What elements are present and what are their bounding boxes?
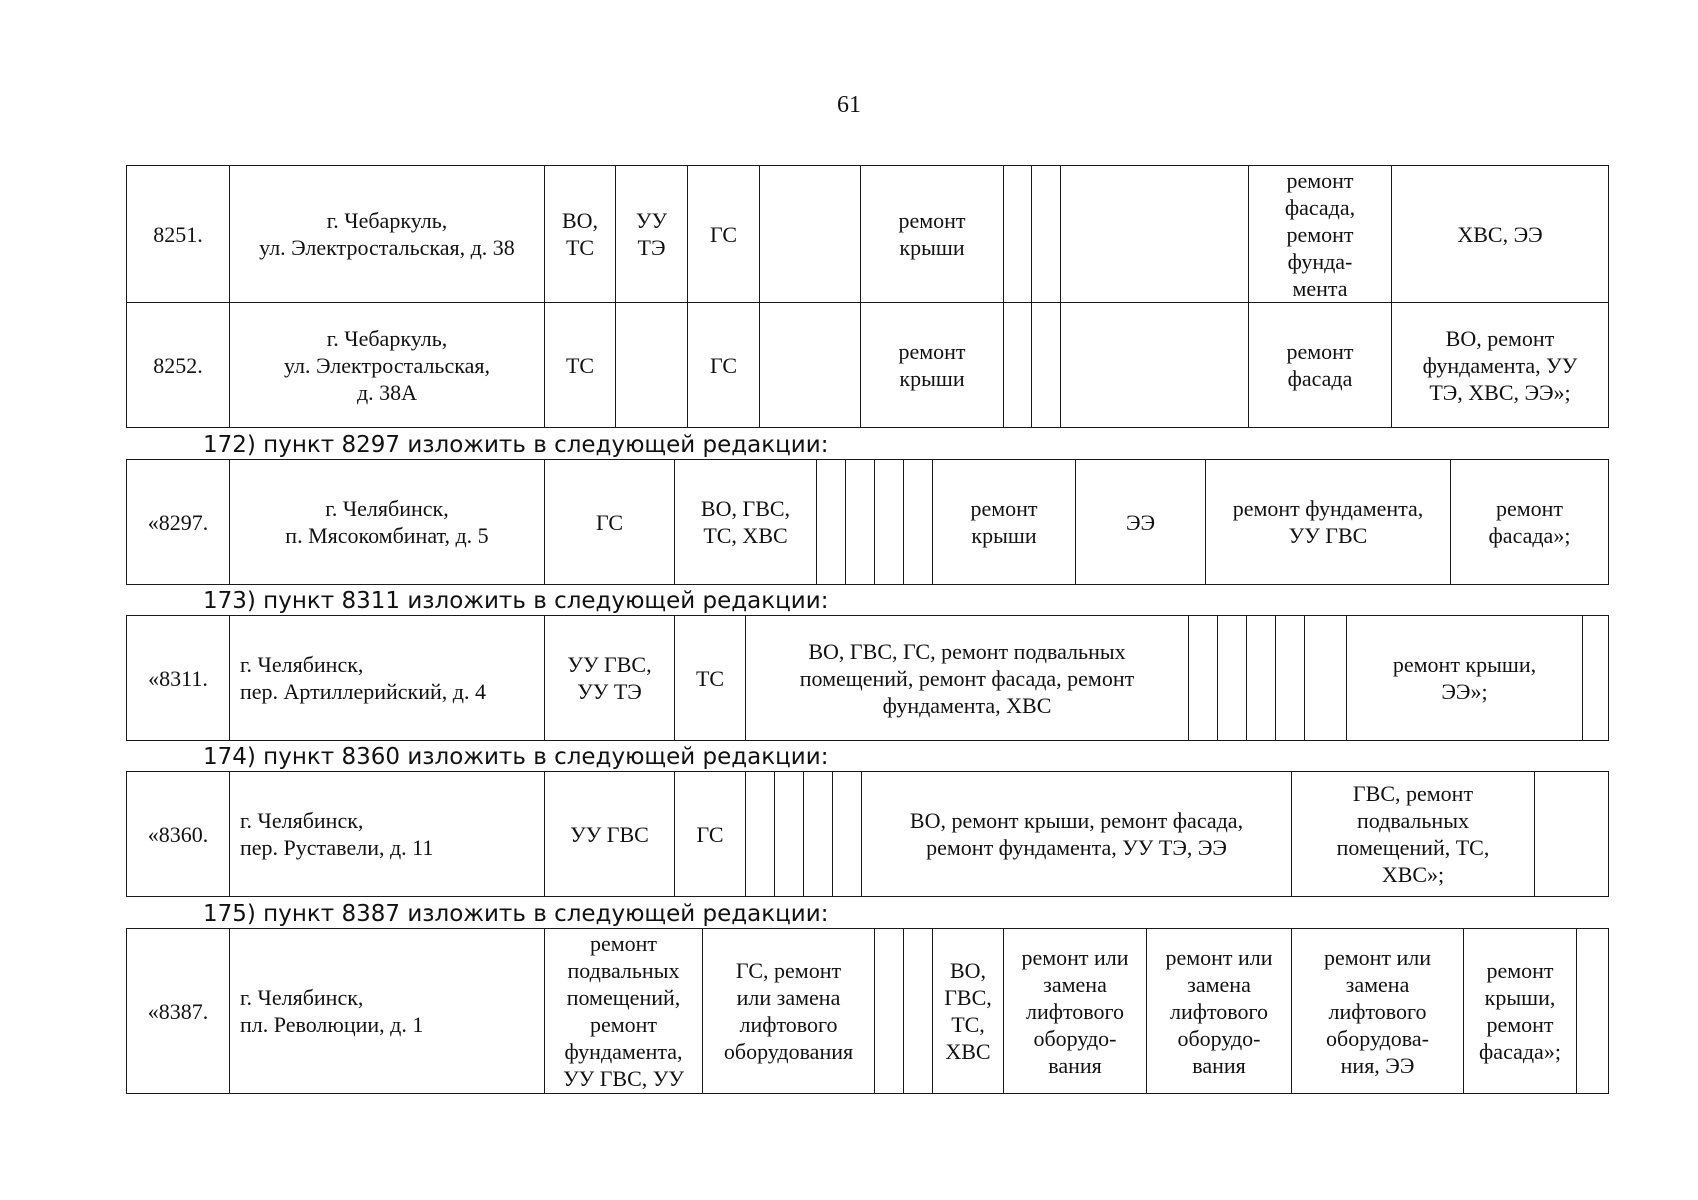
page-number: 61 <box>837 92 861 118</box>
empty-cell <box>1577 929 1609 1094</box>
empty-cell <box>1061 303 1249 428</box>
table-cell: ремонт или замена лифтового оборудо- вания <box>1004 929 1147 1094</box>
table-cell: ремонт подвальных помещений, ремонт фундамента, УУ ГВС, УУ <box>545 929 703 1094</box>
table-cell: ремонт крыши, ЭЭ»; <box>1347 616 1583 741</box>
empty-cell <box>746 772 775 897</box>
row-number: «8297. <box>127 460 230 585</box>
empty-cell <box>833 772 862 897</box>
empty-cell <box>904 929 933 1094</box>
table-cell: ремонт крыши, ремонт фасада»; <box>1464 929 1577 1094</box>
table-cell: УУ ГВС <box>545 772 675 897</box>
address-cell: г. Челябинск, п. Мясокомбинат, д. 5 <box>230 460 545 585</box>
empty-cell <box>760 303 861 428</box>
table-cell: ВО, ТС <box>545 166 616 303</box>
clause-175: 175) пункт 8387 изложить в следующей редакции: <box>203 901 829 927</box>
row-number: 8252. <box>127 303 230 428</box>
table-row <box>127 616 1609 741</box>
empty-cell <box>775 772 804 897</box>
table-cell: ГС <box>675 772 746 897</box>
table-row <box>127 460 1609 585</box>
empty-cell <box>1004 303 1032 428</box>
table-8387 <box>126 928 1609 1094</box>
empty-cell <box>904 460 933 585</box>
address-cell: г. Чебаркуль, ул. Электростальская, д. 38 <box>230 166 545 303</box>
table-8297 <box>126 459 1609 585</box>
table-cell: ремонт фундамента, УУ ГВС <box>1206 460 1451 585</box>
table-row <box>127 166 1609 303</box>
table-cell: ЭЭ <box>1076 460 1206 585</box>
table-cell: ВО, ГВС, ТС, ХВС <box>933 929 1004 1094</box>
row-number: «8387. <box>127 929 230 1094</box>
empty-cell <box>1276 616 1305 741</box>
table-row <box>127 303 1609 428</box>
table-cell: ТС <box>545 303 616 428</box>
table-cell: ВО, ГВС, ГС, ремонт подвальных помещений, ремонт фасада, ремонт фундамента, ХВС <box>746 616 1189 741</box>
row-number: «8360. <box>127 772 230 897</box>
clause-172: 172) пункт 8297 изложить в следующей редакции: <box>203 432 829 458</box>
table-cell: УУ ГВС, УУ ТЭ <box>545 616 675 741</box>
table-cell: ремонт фасада»; <box>1451 460 1609 585</box>
empty-cell <box>875 929 904 1094</box>
table-cell: ремонт фасада, ремонт фунда- мента <box>1249 166 1392 303</box>
address-cell: г. Челябинск, пл. Революции, д. 1 <box>230 929 545 1094</box>
table-cell: ГС <box>688 303 760 428</box>
empty-cell <box>1247 616 1276 741</box>
address-cell: г. Челябинск, пер. Артиллерийский, д. 4 <box>230 616 545 741</box>
empty-cell <box>1583 616 1609 741</box>
table-cell: ремонт или замена лифтового оборудова- ния, ЭЭ <box>1292 929 1464 1094</box>
table-row <box>127 929 1609 1094</box>
table-cell: ВО, ремонт крыши, ремонт фасада, ремонт фундамента, УУ ТЭ, ЭЭ <box>862 772 1292 897</box>
table-cell: ремонт крыши <box>861 166 1004 303</box>
table-cell: ГС, ремонт или замена лифтового оборудования <box>703 929 875 1094</box>
table-cell: ХВС, ЭЭ <box>1392 166 1609 303</box>
table-cell: ремонт крыши <box>861 303 1004 428</box>
address-cell: г. Челябинск, пер. Руставели, д. 11 <box>230 772 545 897</box>
table-cell: ВО, ремонт фундамента, УУ ТЭ, ХВС, ЭЭ»; <box>1392 303 1609 428</box>
clause-174: 174) пункт 8360 изложить в следующей редакции: <box>203 744 829 770</box>
empty-cell <box>1305 616 1347 741</box>
table-cell: ГВС, ремонт подвальных помещений, ТС, ХВС»; <box>1292 772 1535 897</box>
address-cell: г. Чебаркуль, ул. Электростальская, д. 38А <box>230 303 545 428</box>
table-cell: ГС <box>545 460 675 585</box>
table-cell: УУ ТЭ <box>616 166 688 303</box>
empty-cell <box>1218 616 1247 741</box>
table-cell: ТС <box>675 616 746 741</box>
empty-cell <box>846 460 875 585</box>
table-row <box>127 772 1609 897</box>
table-cell: ремонт фасада <box>1249 303 1392 428</box>
clause-173: 173) пункт 8311 изложить в следующей редакции: <box>203 588 829 614</box>
table-cell: ремонт крыши <box>933 460 1076 585</box>
empty-cell <box>1189 616 1218 741</box>
empty-cell <box>616 303 688 428</box>
empty-cell <box>1061 166 1249 303</box>
table-8251-8252 <box>126 165 1609 428</box>
table-8360 <box>126 771 1609 897</box>
table-cell: ГС <box>688 166 760 303</box>
row-number: «8311. <box>127 616 230 741</box>
empty-cell <box>875 460 904 585</box>
row-number: 8251. <box>127 166 230 303</box>
empty-cell <box>1032 166 1061 303</box>
empty-cell <box>1535 772 1609 897</box>
empty-cell <box>804 772 833 897</box>
empty-cell <box>1032 303 1061 428</box>
table-cell: ВО, ГВС, ТС, ХВС <box>675 460 817 585</box>
table-cell: ремонт или замена лифтового оборудо- вания <box>1147 929 1292 1094</box>
table-8311 <box>126 615 1609 741</box>
empty-cell <box>1004 166 1032 303</box>
empty-cell <box>817 460 846 585</box>
empty-cell <box>760 166 861 303</box>
